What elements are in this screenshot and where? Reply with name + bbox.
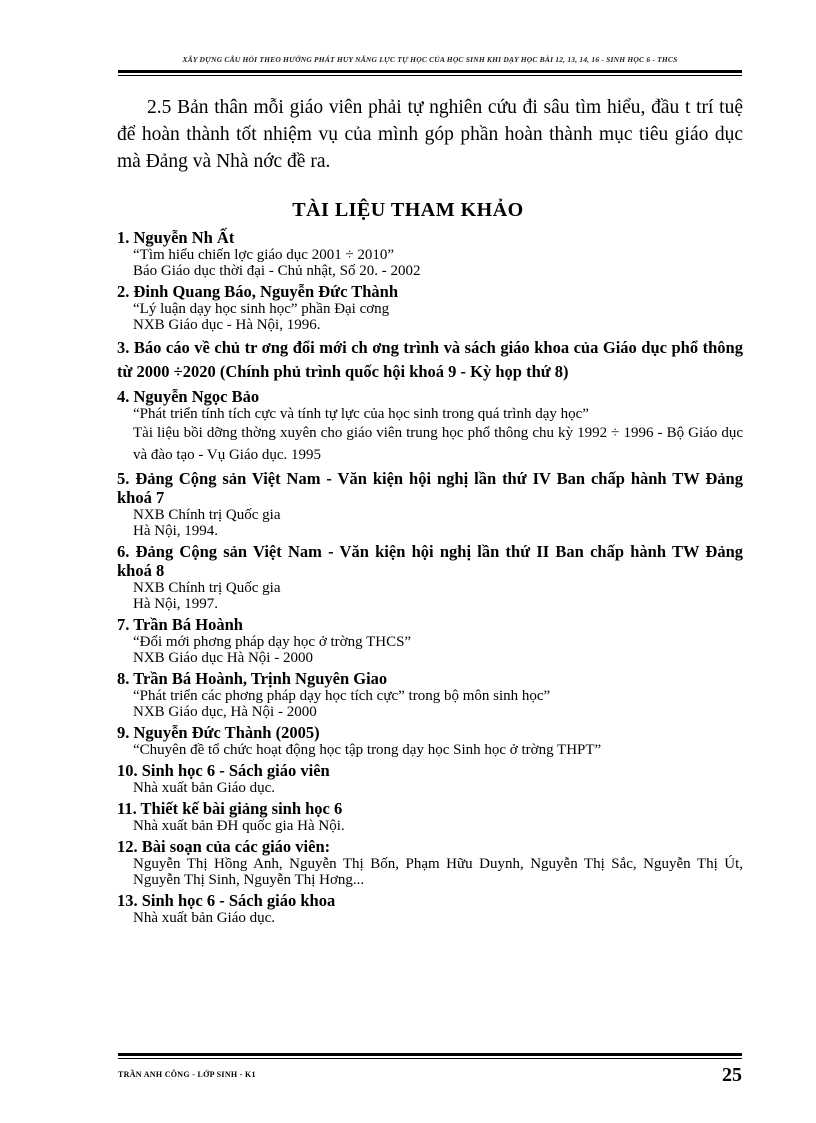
reference-line: “Phát triển các phơng pháp dạy học tích cực” trong bộ môn sinh học” [133, 688, 551, 704]
reference-line: “Lý luận dạy học sinh học” phần Đại cơng [133, 301, 390, 317]
reference-title: 13. Sinh học 6 - Sách giáo khoa [117, 891, 336, 910]
reference-line: NXB Chính trị Quốc gia [133, 507, 281, 523]
reference-line: Hà Nội, 1994. [133, 523, 218, 539]
reference-title: 3. Báo cáo về chủ tr ơng đổi mới ch ơng trình và sách giáo khoa của Giáo dục phổ thông từ 2000 ÷2020 (Chính phủ trình quốc hội khoá 9 - Kỳ họp thứ 8) [117, 338, 743, 381]
reference-line: NXB Giáo dục Hà Nội - 2000 [133, 650, 313, 666]
reference-item [117, 723, 743, 758]
footer-author: TRẦN ANH CÔNG - LỚP SINH - K1 [118, 1070, 256, 1079]
reference-title: 1. Nguyễn Nh Ất [117, 228, 235, 247]
reference-line: NXB Giáo dục - Hà Nội, 1996. [133, 317, 321, 333]
reference-title: 12. Bài soạn của các giáo viên: [117, 837, 331, 856]
page-number: 25 [722, 1064, 742, 1086]
reference-line: Báo Giáo dục thời đại - Chủ nhật, Số 20. - 2002 [133, 263, 421, 279]
reference-list [117, 228, 743, 929]
reference-line: Nhà xuất bản Giáo dục. [133, 910, 276, 926]
reference-item [117, 799, 743, 834]
reference-item [117, 761, 743, 796]
reference-line: “Đổi mới phơng pháp dạy học ở trờng THCS” [133, 634, 412, 650]
reference-title: 11. Thiết kế bài giảng sinh học 6 [117, 799, 343, 818]
footer-rule-thin [118, 1058, 742, 1059]
reference-line: “Phát triển tính tích cực và tính tự lực của học sinh trong quá trình dạy học” [133, 406, 589, 422]
reference-item [117, 387, 743, 466]
reference-item [117, 469, 743, 539]
reference-item [117, 891, 743, 926]
intro-text: 2.5 Bản thân mỗi giáo viên phải tự nghiên cứu đi sâu tìm hiểu, đầu t trí tuệ để hoàn thành tốt nhiệm vụ của mình góp phần hoàn thành mục tiêu giáo dục mà Đảng và Nhà nớc đề ra. [117, 97, 743, 172]
reference-item [117, 669, 743, 720]
reference-line: Tài liệu bồi dỡng thờng xuyên cho giáo viên trung học phổ thông chu kỳ 1992 ÷ 1996 - Bộ Giáo dục và đào tạo - Vụ Giáo dục. 1995 [133, 425, 743, 463]
reference-line: Nhà xuất bản ĐH quốc gia Hà Nội. [133, 818, 345, 834]
reference-title: 5. Đảng Cộng sản Việt Nam - Văn kiện hội nghị lần thứ IV Ban chấp hành TW Đảng khoá 7 [117, 469, 743, 507]
header-rule [118, 70, 742, 73]
reference-title: 2. Đinh Quang Báo, Nguyễn Đức Thành [117, 282, 399, 301]
reference-title: 7. Trần Bá Hoành [117, 615, 243, 634]
intro-paragraph [117, 94, 743, 175]
reference-title: 6. Đảng Cộng sản Việt Nam - Văn kiện hội nghị lần thứ II Ban chấp hành TW Đảng khoá 8 [117, 542, 743, 580]
reference-line: Nhà xuất bản Giáo dục. [133, 780, 276, 796]
reference-item [117, 228, 743, 279]
reference-item [117, 336, 743, 384]
reference-title: 9. Nguyễn Đức Thành (2005) [117, 723, 320, 742]
reference-title: 10. Sinh học 6 - Sách giáo viên [117, 761, 330, 780]
reference-line: NXB Chính trị Quốc gia [133, 580, 281, 596]
reference-item [117, 837, 743, 888]
reference-line: “Chuyên đề tổ chức hoạt động học tập trong dạy học Sinh học ở trờng THPT” [133, 742, 602, 758]
reference-line: NXB Giáo dục, Hà Nội - 2000 [133, 704, 317, 720]
footer-rule [118, 1053, 742, 1056]
reference-line: Hà Nội, 1997. [133, 596, 218, 612]
reference-item [117, 282, 743, 333]
reference-line: Nguyễn Thị Hồng Anh, Nguyễn Thị Bốn, Phạm Hữu Duynh, Nguyễn Thị Sắc, Nguyễn Thị Út, Nguyễn Thị Sinh, Nguyễn Thị Hơng... [133, 856, 743, 888]
header-rule-thin [118, 75, 742, 76]
reference-line: “Tìm hiểu chiến lợc giáo dục 2001 ÷ 2010” [133, 247, 395, 263]
reference-item [117, 615, 743, 666]
reference-item [117, 542, 743, 612]
references-heading: TÀI LIỆU THAM KHẢO [292, 199, 524, 221]
reference-title: 4. Nguyễn Ngọc Bảo [117, 387, 260, 406]
reference-title: 8. Trần Bá Hoành, Trịnh Nguyên Giao [117, 669, 388, 688]
running-header: XÂY DỰNG CÂU HỎI THEO HƯỚNG PHÁT HUY NĂNG LỰC TỰ HỌC CỦA HỌC SINH KHI DẠY HỌC BÀI 12, 13, 14, 16 - SINH HỌC 6 - THCS [182, 55, 678, 64]
